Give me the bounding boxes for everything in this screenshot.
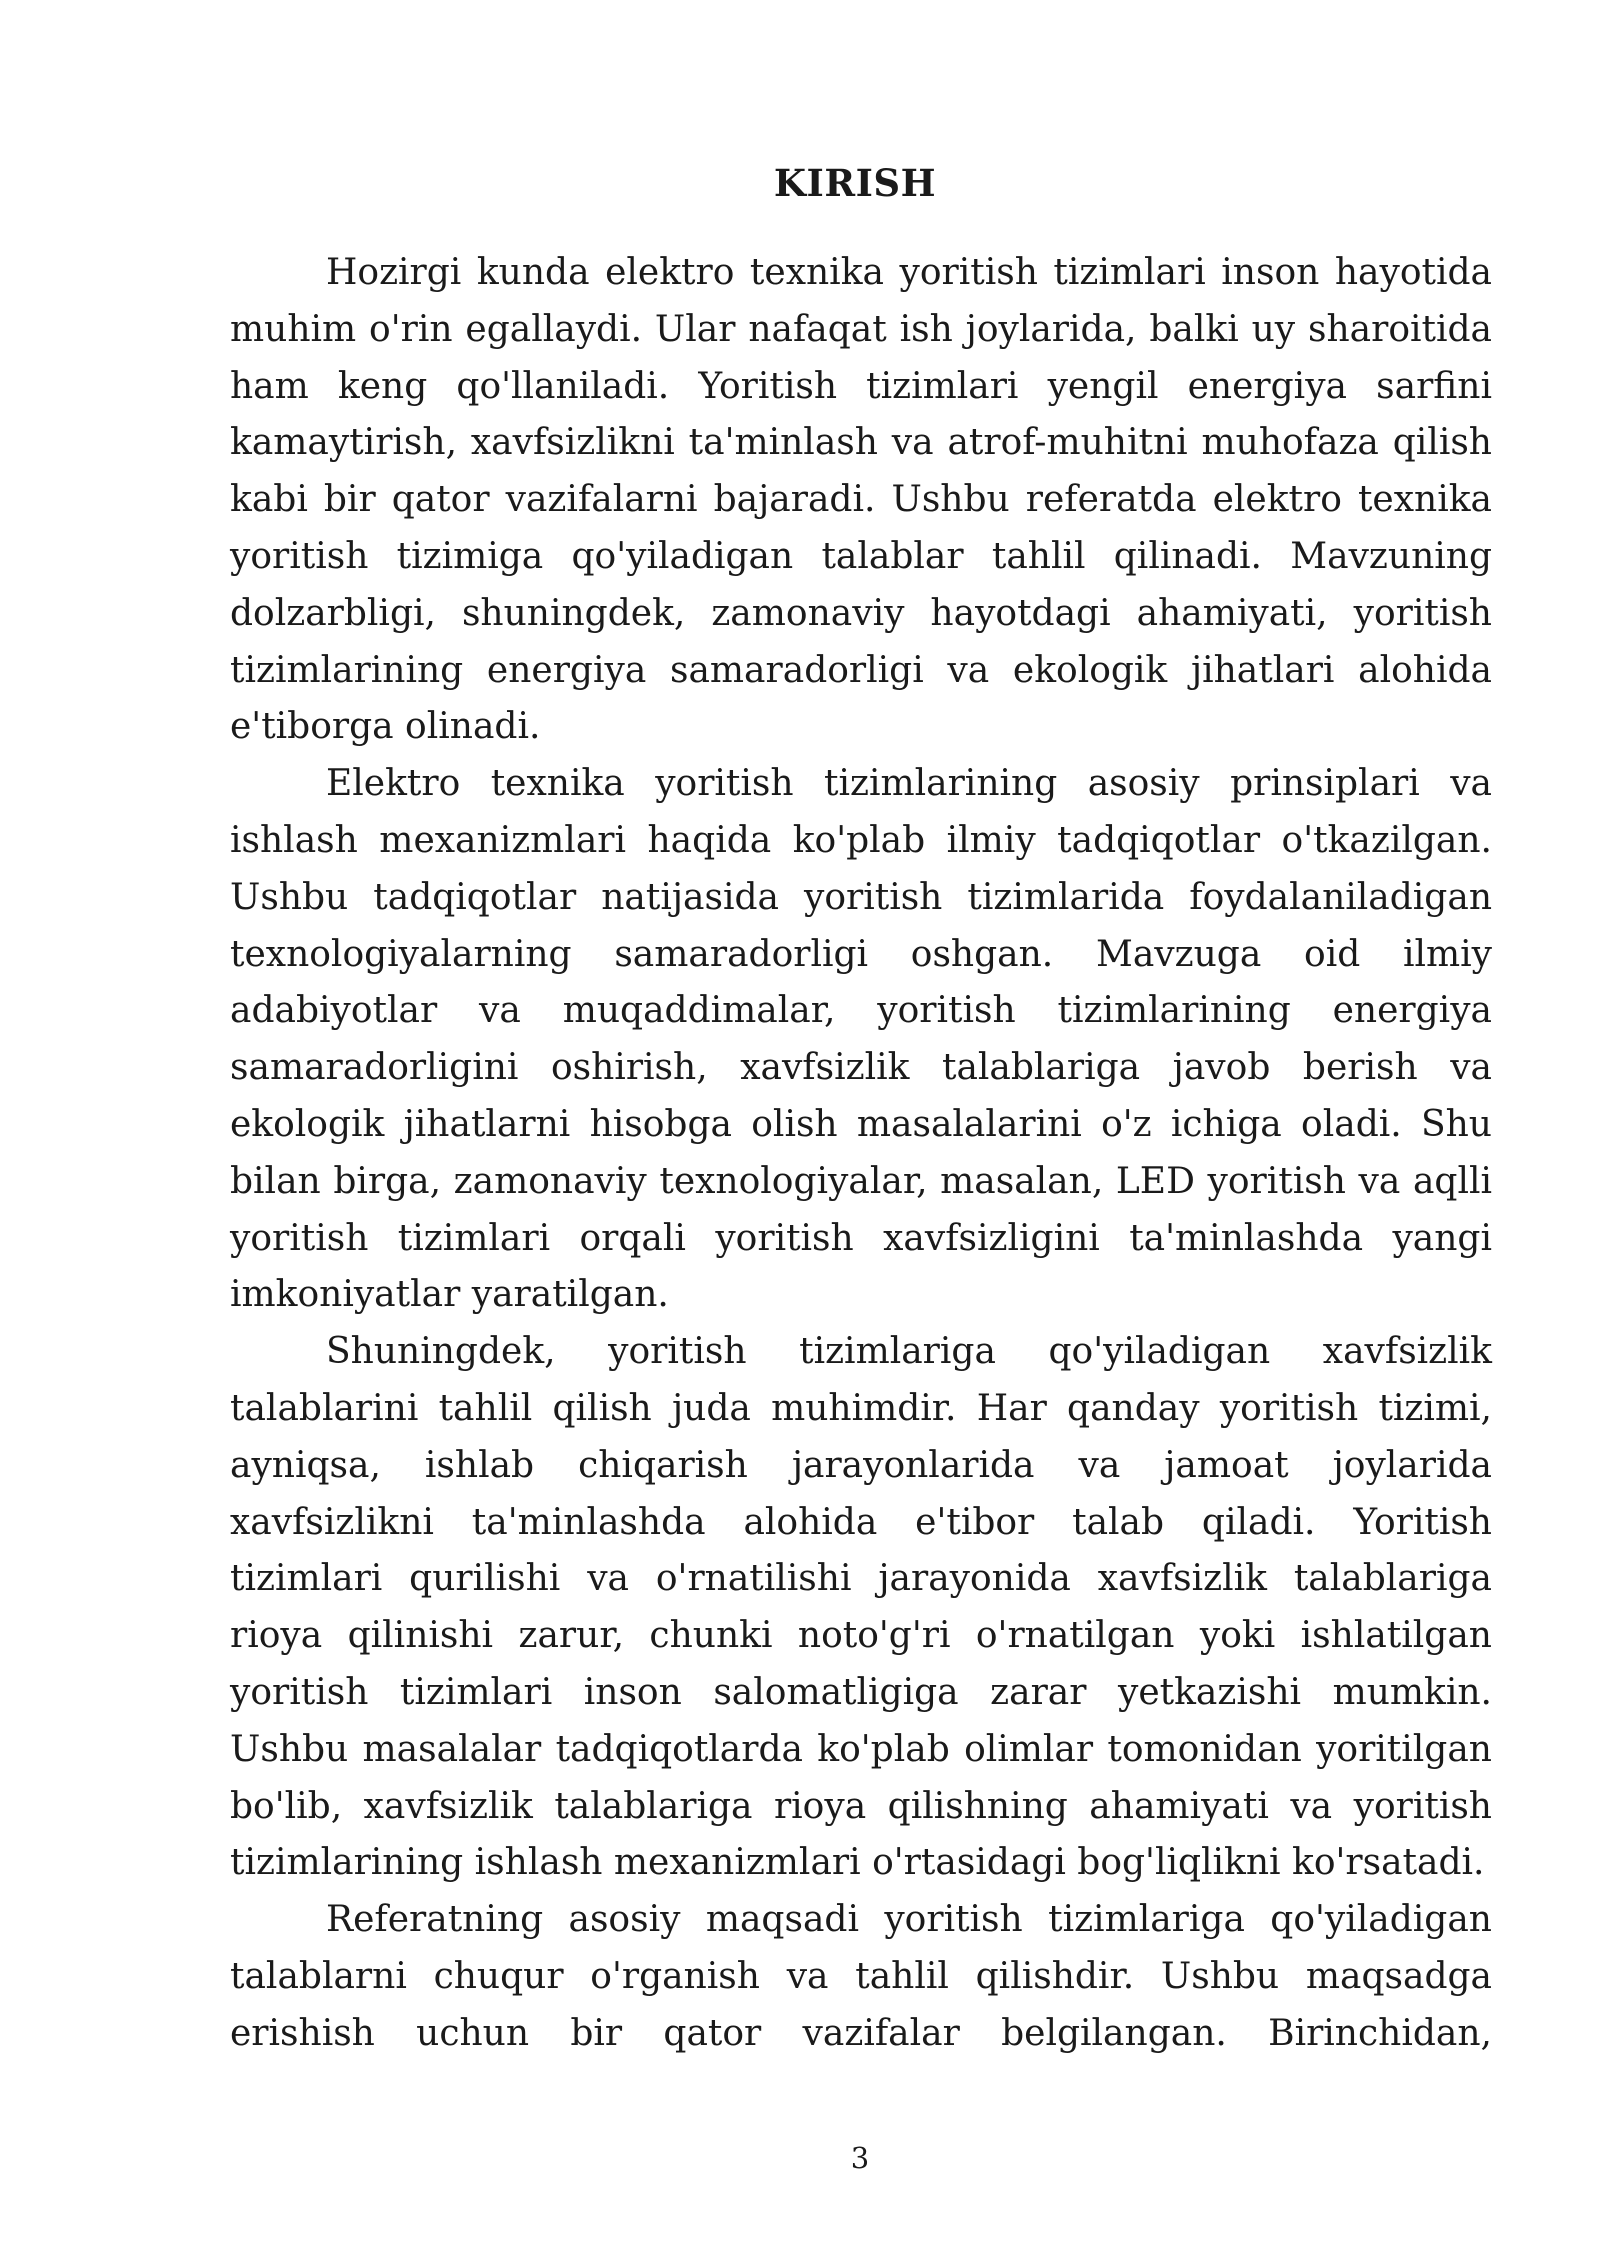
paragraph-2: Elektro texnika yoritish tizimlarining asosiy prinsiplari va ishlash mexanizmlari haqida ko'plab ilmiy tadqiqotlar o'tkazilgan. Ushbu tadqiqotlar natijasida yoritish tizimlarida foydalaniladigan texnologiyalarning samaradorligi oshgan. Mavzuga oid ilmiy adabiyotlar va muqaddimalar, yoritish tizimlarining energiya samaradorligini oshirish, xavfsizlik talablariga javob berish va ekologik jihatlarni hisobga olish masalalarini o'z ichiga oladi. Shu bilan birga, zamonaviy texnologiyalar, masalan, LED yoritish va aqlli yoritish tizimlari orqali yoritish xavfsizligini ta'minlashda yangi imkoniyatlar yaratilgan. <box>230 763 1492 1316</box>
page-title: KIRISH <box>773 161 937 205</box>
body-text <box>230 245 1492 2063</box>
page-number: 3 <box>850 2141 870 2175</box>
paragraph-3: Shuningdek, yoritish tizimlariga qo'yiladigan xavfsizlik talablarini tahlil qilish juda muhimdir. Har qanday yoritish tizimi, ayniqsa, ishlab chiqarish jarayonlarida va jamoat joylarida xavfsizlikni ta'minlashda alohida e'tibor talab qiladi. Yoritish tizimlari qurilishi va o'rnatilishi jarayonida xavfsizlik talablariga rioya qilinishi zarur, chunki noto'g'ri o'rnatilgan yoki ishlatilgan yoritish tizimlari inson salomatligiga zarar yetkazishi mumkin. Ushbu masalalar tadqiqotlarda ko'plab olimlar tomonidan yoritilgan bo'lib, xavfsizlik talablariga rioya qilishning ahamiyati va yoritish tizimlarining ishlash mexanizmlari o'rtasidagi bog'liqlikni ko'rsatadi. <box>230 1331 1492 1884</box>
paragraph-4: Referatning asosiy maqsadi yoritish tizimlariga qo'yiladigan talablarni chuqur o'rganish va tahlil qilishdir. Ushbu maqsadga erishish uchun bir qator vazifalar belgilangan. Birinchidan, <box>230 1899 1492 2054</box>
paragraph-1: Hozirgi kunda elektro texnika yoritish tizimlari inson hayotida muhim o'rin egallaydi. Ular nafaqat ish joylarida, balki uy sharoitida ham keng qo'llaniladi. Yoritish tizimlari yengil energiya sarfini kamaytirish, xavfsizlikni ta'minlash va atrof-muhitni muhofaza qilish kabi bir qator vazifalarni bajaradi. Ushbu referatda elektro texnika yoritish tizimiga qo'yiladigan talablar tahlil qilinadi. Mavzuning dolzarbligi, shuningdek, zamonaviy hayotdagi ahamiyati, yoritish tizimlarining energiya samaradorligi va ekologik jihatlari alohida e'tiborga olinadi. <box>230 252 1492 748</box>
